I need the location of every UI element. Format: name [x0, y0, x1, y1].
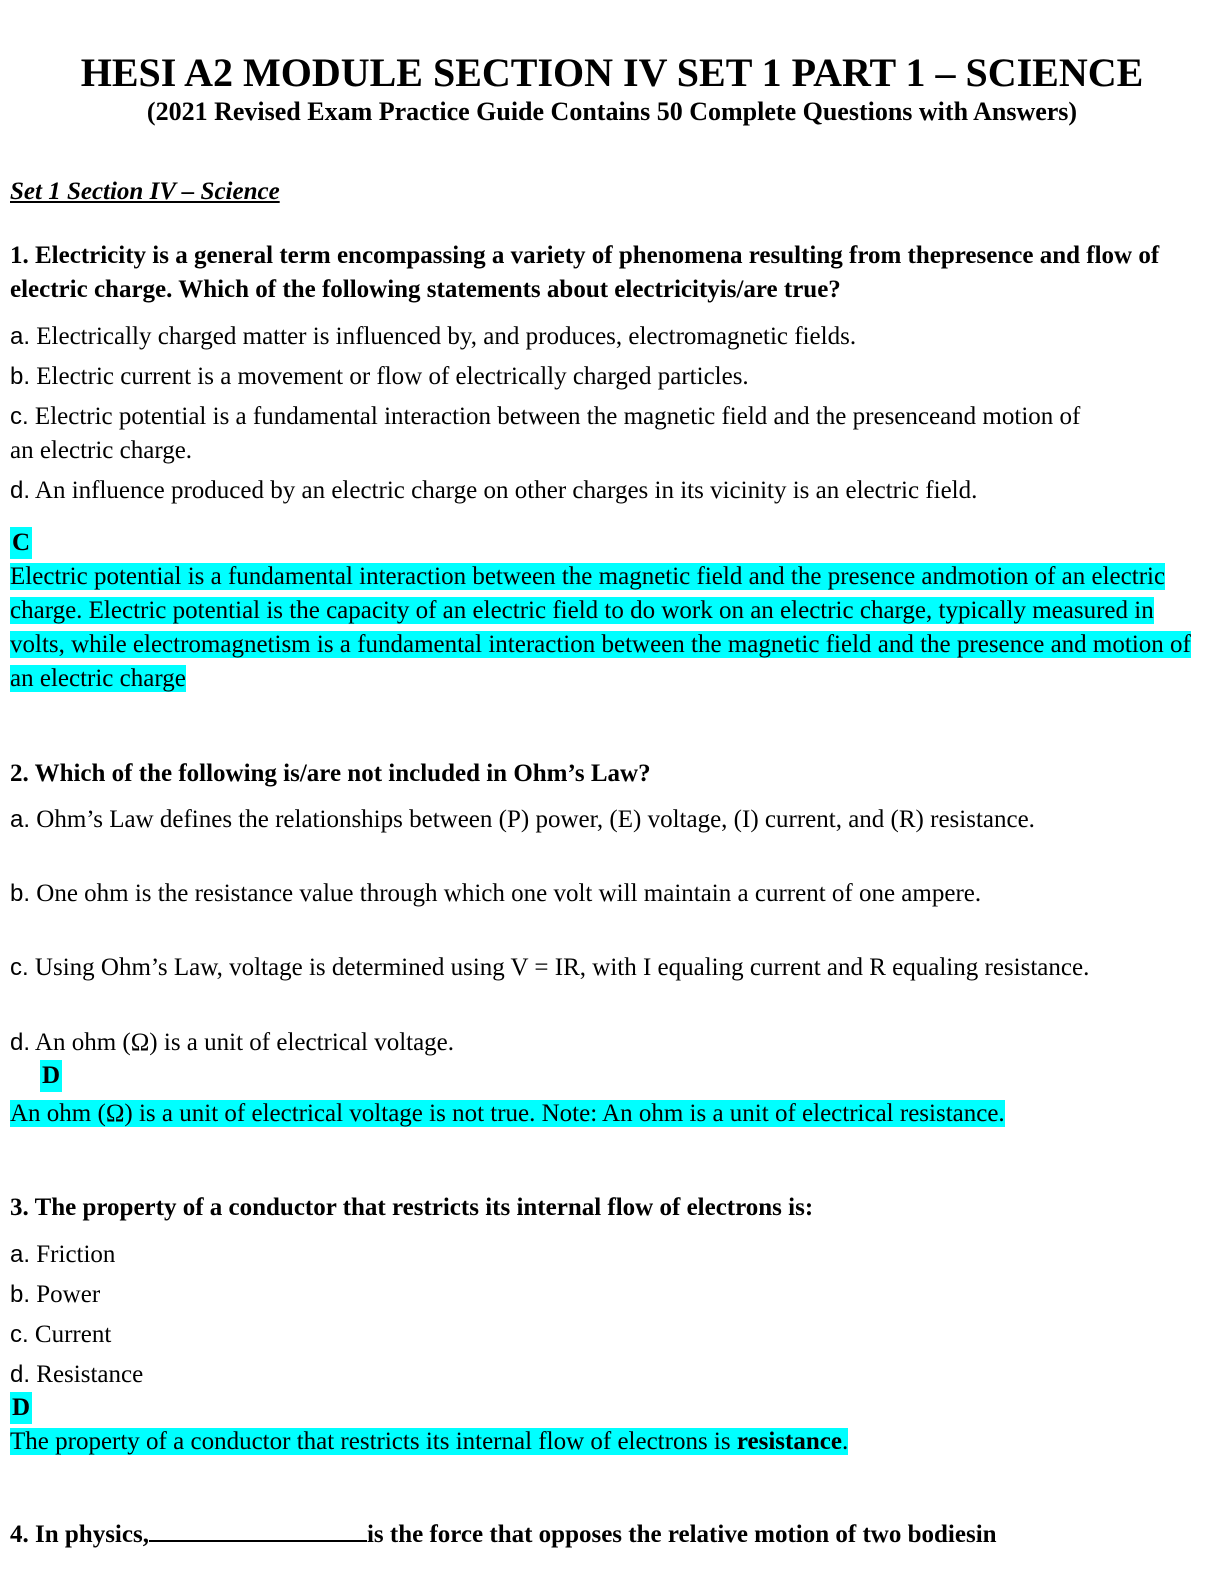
option-text: Power — [36, 1281, 101, 1308]
question-2 — [10, 757, 1200, 791]
document-title: HESI A2 MODULE SECTION IV SET 1 PART 1 – SCIENCE — [80, 50, 1144, 95]
option-letter: d. — [10, 477, 31, 504]
option-letter: a. — [10, 1241, 31, 1268]
q2-option-c — [10, 951, 1120, 985]
q1-option-a — [10, 320, 1190, 354]
q3-option-b — [10, 1278, 1190, 1312]
option-letter: c. — [10, 403, 29, 430]
q2-option-b — [10, 877, 1020, 911]
question-text: The property of a conductor that restricts its internal flow of electrons is: — [34, 1194, 814, 1221]
option-letter: c. — [10, 954, 29, 981]
option-text: An influence produced by an electric charge on other charges in its vicinity is an electric field. — [34, 477, 978, 504]
option-text: One ohm is the resistance value through which one volt will maintain a current of one ampere. — [36, 880, 982, 907]
question-text-before: In physics, — [35, 1521, 149, 1548]
question-number: 4. — [10, 1521, 29, 1548]
question-3 — [10, 1191, 1200, 1225]
explanation-prefix: The property of a conductor that restricts its internal flow of electrons is — [10, 1428, 737, 1455]
question-text: Which of the following is/are not included in Ohm’s Law? — [34, 760, 651, 787]
section-heading: Set 1 Section IV – Science — [10, 178, 280, 205]
option-text: Current — [34, 1321, 112, 1348]
option-text: Electric current is a movement or flow of electrically charged particles. — [36, 363, 749, 390]
q1-option-c — [10, 400, 1110, 468]
explanation-suffix: . — [841, 1428, 849, 1455]
q1-option-b — [10, 360, 1190, 394]
q3-option-c — [10, 1318, 1190, 1352]
option-text: An ohm (Ω) is a unit of electrical voltage. — [34, 1029, 455, 1056]
option-letter: c. — [10, 1321, 29, 1348]
question-text: Electricity is a general term encompassing a variety of phenomena resulting from thepresence and flow of electric charge. Which of the following statements about electricityis/are true? — [10, 242, 1160, 303]
q2-answer: D — [40, 1060, 62, 1092]
q3-option-a — [10, 1238, 1190, 1272]
question-number: 3. — [10, 1194, 29, 1221]
q1-option-d — [10, 474, 1190, 508]
q3-explanation — [10, 1425, 1200, 1459]
q3-answer: D — [10, 1392, 32, 1424]
q2-option-d — [10, 1026, 1190, 1060]
option-letter: d. — [10, 1029, 31, 1056]
explanation-text: An ohm (Ω) is a unit of electrical voltage is not true. Note: An ohm is a unit of electrical resistance. — [10, 1100, 1005, 1127]
q2-option-a — [10, 803, 1070, 837]
explanation-text — [10, 1428, 848, 1455]
option-letter: d. — [10, 1361, 31, 1388]
explanation-keyword: resistance — [736, 1428, 842, 1455]
option-letter: b. — [10, 1281, 31, 1308]
explanation-text: Electric potential is a fundamental interaction between the magnetic field and the presence andmotion of an electric charge. Electric potential is the capacity of an electric field to do work on an electric charge, typically measured in volts, while electromagnetism is a fundamental interaction between the magnetic field and the presence and motion of an electric charge — [10, 563, 1191, 692]
q3-option-d — [10, 1358, 1190, 1392]
option-letter: a. — [10, 806, 31, 833]
option-text: Electric potential is a fundamental interaction between the magnetic field and the presenceand motion of an electric charge. — [10, 403, 1081, 464]
q1-explanation — [10, 560, 1200, 696]
question-1 — [10, 239, 1200, 307]
option-letter: b. — [10, 880, 31, 907]
option-letter: b. — [10, 363, 31, 390]
question-text-after: is the force that opposes the relative motion of two bodiesin — [366, 1521, 997, 1548]
option-text: Friction — [36, 1241, 116, 1268]
document-subtitle: (2021 Revised Exam Practice Guide Contains 50 Complete Questions with Answers) — [146, 97, 1078, 126]
fill-in-blank — [149, 1518, 367, 1542]
option-text: Ohm’s Law defines the relationships between (P) power, (E) voltage, (I) current, and (R) resistance. — [36, 806, 1035, 833]
question-4 — [10, 1518, 1200, 1552]
option-text: Electrically charged matter is influenced by, and produces, electromagnetic fields. — [36, 323, 857, 350]
q2-explanation — [10, 1097, 1200, 1131]
option-text: Resistance — [36, 1361, 144, 1388]
option-letter: a. — [10, 323, 31, 350]
q1-answer: C — [10, 527, 32, 559]
question-number: 1. — [10, 242, 29, 269]
option-text: Using Ohm’s Law, voltage is determined using V = IR, with I equaling current and R equaling resistance. — [34, 954, 1090, 981]
question-number: 2. — [10, 760, 29, 787]
